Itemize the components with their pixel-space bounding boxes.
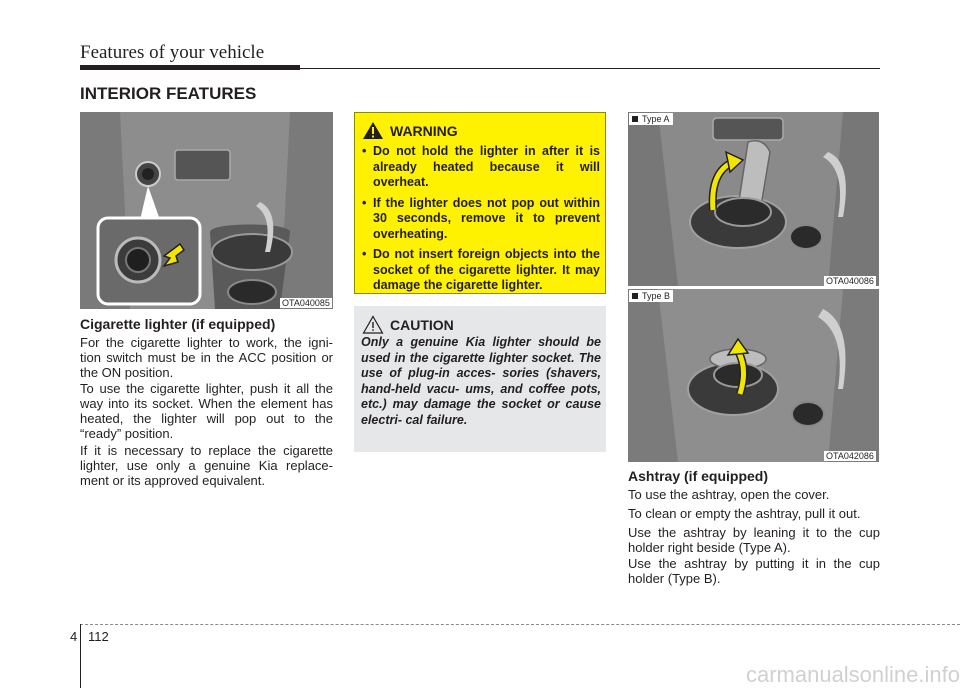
- lighter-paragraph-1: For the cigarette lighter to work, the igni- tion switch must be in the ACC position or the ON position.: [80, 335, 333, 380]
- square-bullet-icon: [632, 293, 638, 299]
- ashtray-type-b-illustration: [628, 289, 879, 462]
- caution-title: CAUTION: [390, 317, 454, 333]
- ashtray-paragraph-2: To clean or empty the ashtray, pull it out.: [628, 506, 861, 521]
- lighter-heading: Cigarette lighter (if equipped): [80, 316, 276, 332]
- footer-vertical-rule: [80, 624, 81, 688]
- header-rule-thin: [80, 68, 880, 69]
- ashtray-type-a-illustration: [628, 112, 879, 286]
- figure-code: OTA042086: [826, 451, 874, 461]
- watermark: carmanualsonline.info: [745, 662, 960, 687]
- page-header-title: Features of your vehicle: [80, 42, 265, 63]
- type-b-text: Type B: [642, 291, 671, 301]
- ashtray-type-a-photo: [628, 112, 879, 286]
- lighter-photo: [80, 112, 333, 309]
- warning-item: • Do not insert foreign objects into the socket of the cigarette lighter. It may damage the cigarette lighter.: [360, 247, 600, 294]
- figure-code: OTA040085: [282, 298, 330, 308]
- chapter-number: 4: [70, 629, 78, 644]
- ashtray-heading: Ashtray (if equipped): [628, 468, 769, 484]
- lighter-paragraph-2: To use the cigarette lighter, push it all the way into its socket. When the element has heated, the lighter will pop out to the “ready” position.: [80, 381, 333, 441]
- ashtray-paragraph-4: Use the ashtray by putting it in the cup holder (Type B).: [628, 556, 880, 586]
- lighter-illustration: [80, 112, 333, 309]
- ashtray-paragraph-1: To use the ashtray, open the cover.: [628, 487, 830, 502]
- warning-item: • Do not hold the lighter in after it is already heated because it will overheat.: [360, 144, 600, 191]
- warning-triangle-icon: [362, 121, 384, 140]
- footer-rule: [80, 624, 960, 625]
- type-a-label: [629, 113, 673, 125]
- ashtray-type-b-photo: [628, 289, 879, 462]
- section-title: INTERIOR FEATURES: [80, 84, 257, 103]
- warning-item: • If the lighter does not pop out within 30 seconds, remove it to prevent overheating.: [360, 196, 600, 243]
- lighter-paragraph-3: If it is necessary to replace the cigarette lighter, use only a genuine Kia replace- ment or its approved equivalent.: [80, 443, 333, 488]
- caution-triangle-icon: [362, 315, 384, 334]
- warning-title: WARNING: [390, 123, 458, 139]
- ashtray-paragraph-3: Use the ashtray by leaning it to the cup holder right beside (Type A).: [628, 525, 880, 555]
- type-b-label: [629, 290, 673, 302]
- caution-text: Only a genuine Kia lighter should be used in the cigarette lighter socket. The use of plug-in acces- sories (shavers, hand-held vacu- ums, and coffee pots, etc.) may damage the socket or cause electri- cal failure.: [361, 335, 601, 427]
- type-a-text: Type A: [642, 114, 670, 124]
- square-bullet-icon: [632, 116, 638, 122]
- page-number: 112: [88, 629, 109, 644]
- warning-list: [360, 144, 600, 299]
- figure-code: OTA040086: [826, 276, 874, 286]
